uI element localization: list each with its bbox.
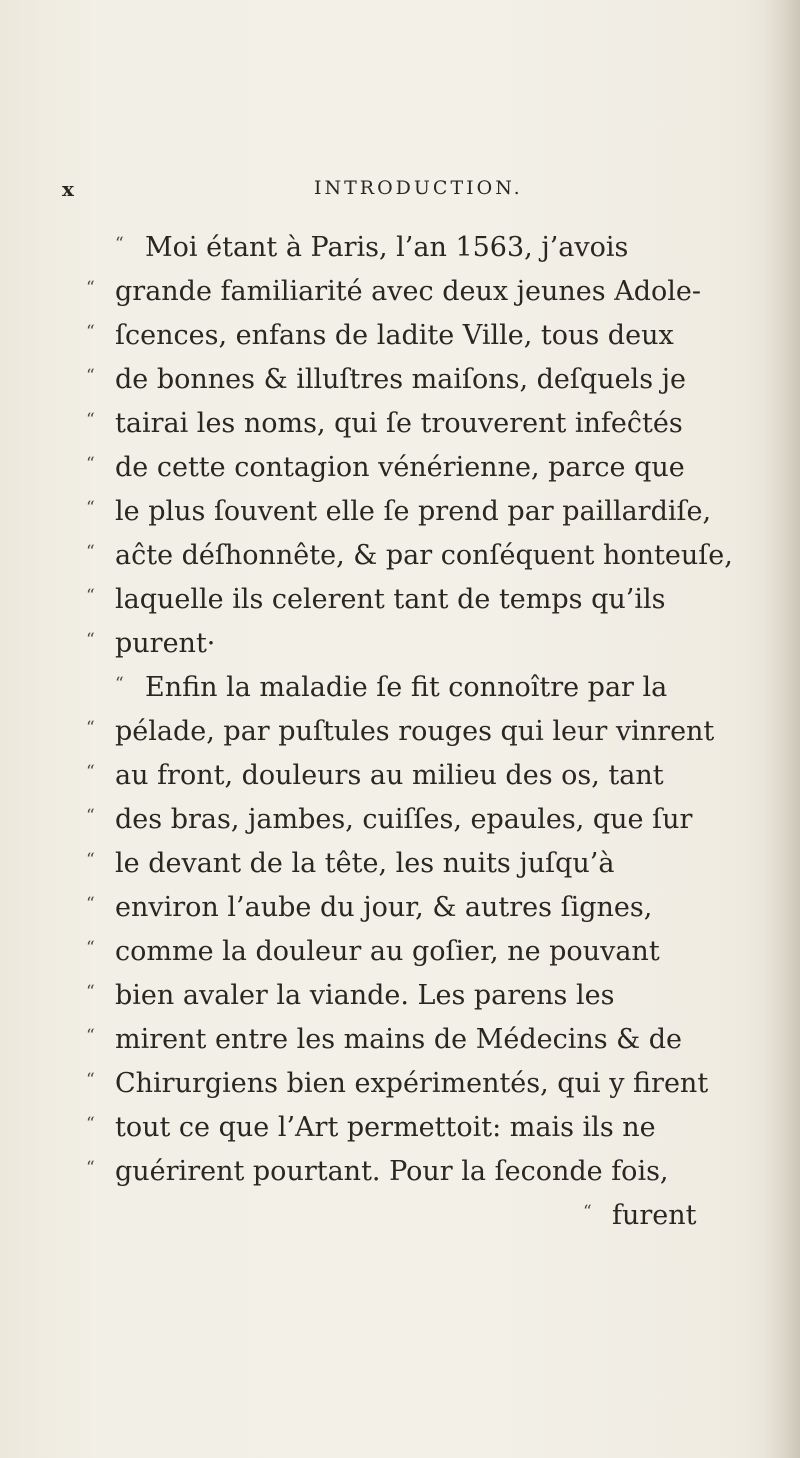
line-text: de cette contagion vénérienne, parce que [115,452,685,483]
text-line [0,978,760,1022]
line-text: guérirent pourtant. Pour la ſeconde fois, [115,1156,669,1187]
text-line [0,406,760,450]
quote-mark: “ [86,850,95,870]
quote-mark: “ [86,586,95,606]
line-text: de bonnes & illuſtres maiſons, deſquels je [115,364,686,395]
quote-mark: “ [86,1026,95,1046]
line-text: comme la douleur au goſier, ne pouvant [115,936,660,967]
line-text: tairai les noms, qui ſe trouverent infeĉtés [115,408,683,439]
page-header [62,177,662,207]
text-line [0,1022,760,1066]
text-line [0,494,760,538]
catchword-line [0,1198,760,1242]
quote-mark: “ [115,674,124,694]
text-line [0,714,760,758]
line-text: Chirurgiens bien expérimentés, qui y firent [115,1068,709,1099]
quote-mark: “ [86,718,95,738]
line-text: bien avaler la viande. Les parens les [115,980,615,1011]
page-edge-shadow [762,0,800,1458]
text-line [0,582,760,626]
quote-mark: “ [86,322,95,342]
text-line [0,626,760,670]
line-text: environ l’aube du jour, & autres ſignes, [115,892,653,923]
line-text: tout ce que l’Art permettoit: mais ils ne [115,1112,656,1143]
text-line [0,362,760,406]
line-text: Moi étant à Paris, l’an 1563, j’avois [145,232,629,263]
quote-mark: “ [86,410,95,430]
line-text: des bras, jambes, cuiſſes, epaules, que ſur [115,804,693,835]
text-line [0,274,760,318]
line-text: aĉte déſhonnête, & par conſéquent honteuſe, [115,540,733,571]
quote-mark: “ [86,1070,95,1090]
quote-mark: “ [86,630,95,650]
text-line [0,538,760,582]
text-line [0,450,760,494]
quote-mark: “ [86,454,95,474]
line-text: pélade, par puſtules rouges qui leur vinrent [115,716,715,747]
line-text: ſcences, enfans de ladite Ville, tous deux [115,320,674,351]
quote-mark: “ [86,806,95,826]
quote-mark: “ [86,366,95,386]
text-line [0,890,760,934]
catchword: furent [612,1200,697,1231]
quote-mark: “ [86,498,95,518]
page-number: x [62,177,75,201]
quote-mark: “ [583,1202,592,1222]
text-line [0,1110,760,1154]
line-text: le plus ſouvent elle ſe prend par paillardiſe, [115,496,712,527]
running-head: INTRODUCTION. [314,177,523,199]
text-line [0,846,760,890]
line-text: grande familiarité avec deux jeunes Adole- [115,276,701,307]
text-line [0,230,760,274]
quote-mark: “ [86,1158,95,1178]
quote-mark: “ [86,762,95,782]
text-line [0,670,760,714]
line-text: purent· [115,628,216,659]
quote-mark: “ [86,894,95,914]
quote-mark: “ [86,278,95,298]
quote-mark: “ [86,542,95,562]
line-text: au front, douleurs au milieu des os, tant [115,760,664,791]
quote-mark: “ [115,234,124,254]
text-line [0,318,760,362]
line-text: mirent entre les mains de Médecins & de [115,1024,683,1055]
text-line [0,1066,760,1110]
text-line [0,802,760,846]
quote-mark: “ [86,982,95,1002]
quote-mark: “ [86,938,95,958]
line-text: Enfin la maladie ſe fit connoître par la [145,672,668,703]
text-line [0,1154,760,1198]
text-line [0,934,760,978]
line-text: le devant de la tête, les nuits juſqu’à [115,848,615,879]
line-text: laquelle ils celerent tant de temps qu’ils [115,584,666,615]
text-line [0,758,760,802]
quote-mark: “ [86,1114,95,1134]
